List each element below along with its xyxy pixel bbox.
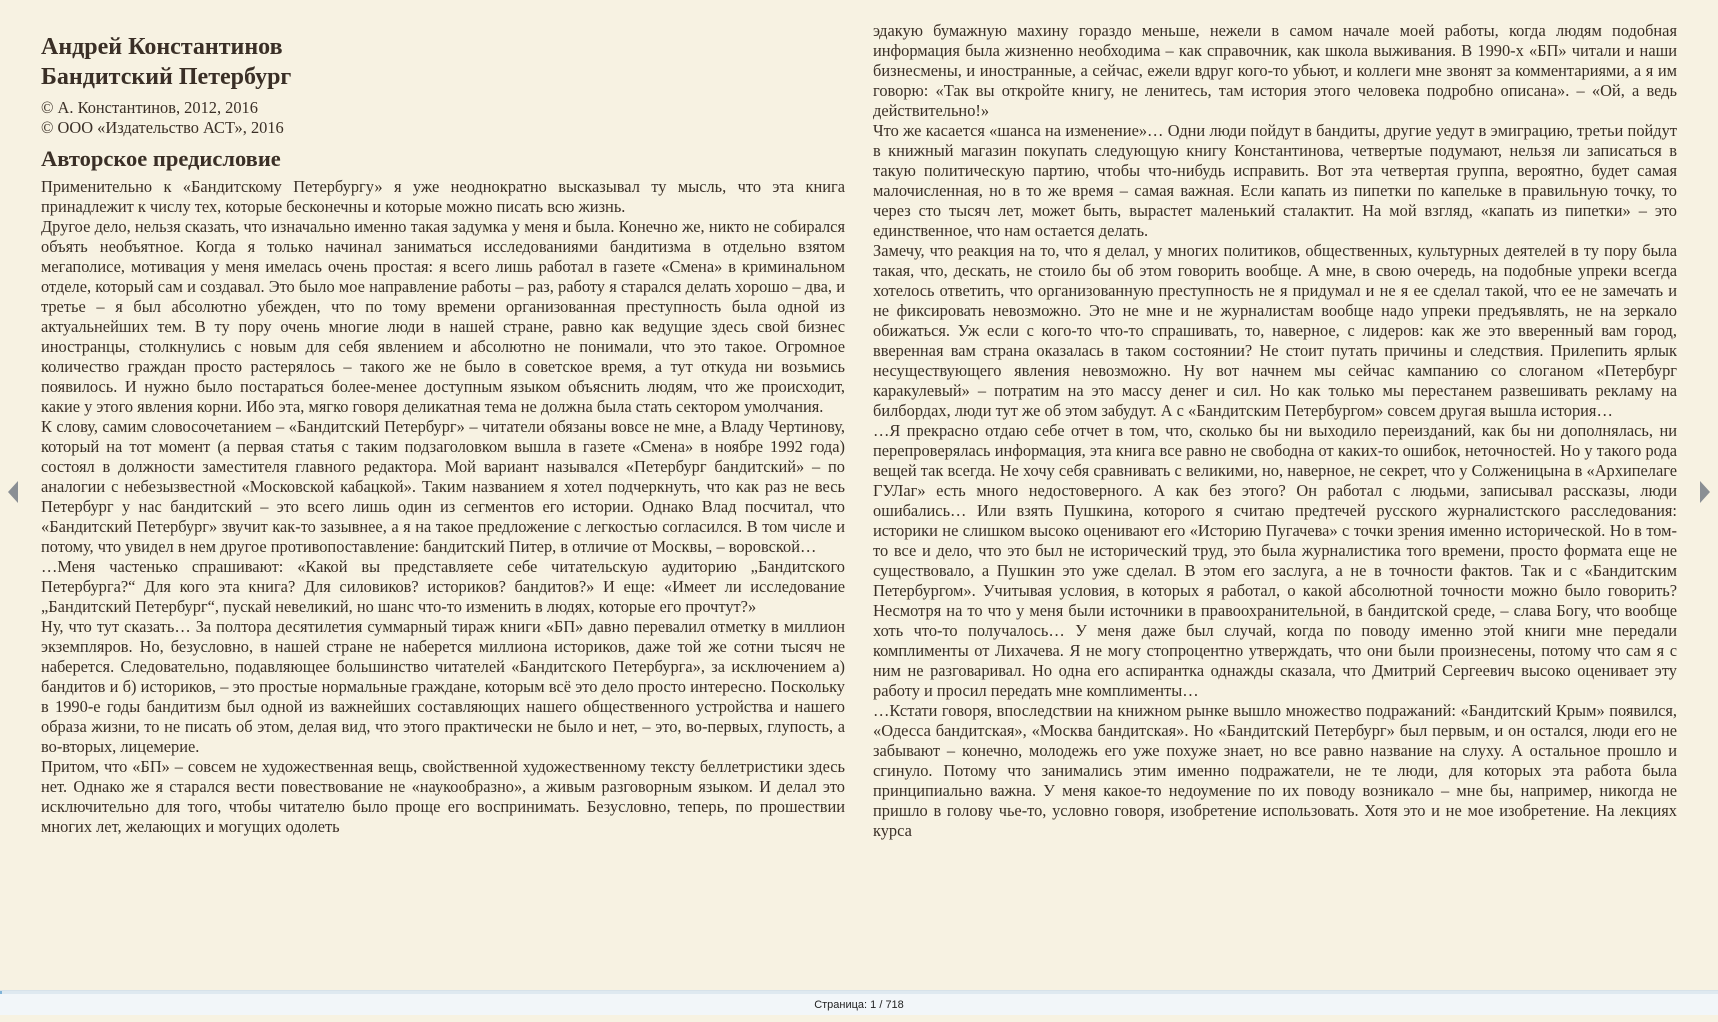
paragraph: Замечу, что реакция на то, что я делал, у многих политиков, общественных, культурных деятелей в ту пору была такая, что, дескать, не стоило бы об этом говорить вообще. А мне, в свою очередь, на подобные упреки всегда хотелось ответить, что организованную преступность не я придумал и не я ее сделал такой, что ее не замечать и не фиксировать невозможно. Это не мне и не журналистам вообще надо упреки предъявлять, не на зеркало обижаться. Уж если с кого-то что-то спрашивать, то, наверное, с лидеров: как же это вверенный вам город, вверенная вам страна оказалась в таком состоянии? Не стоит путать причины и следствия. Прилепить ярлык несуществующего явления невозможно. Ну вот начнем мы сейчас кампанию со слоганом «Петербург каракулевый» – потратим на это массу денег и сил. Но как только мы перестанем развешивать рекламу на билбордах, люди тут же об этом забудут. А с «Бандитским Петербургом» совсем другая вышла история… xyxy=(873,241,1677,420)
paragraph: Что же касается «шанса на изменение»… Одни люди пойдут в бандиты, другие уедут в эмиграцию, третьи пойдут в книжный магазин покупать следующую книгу Константинова, четвертые подумают, нельзя ли записаться в такую политическую партию, чтобы что-нибудь исправить. Вот эта четвертая группа, вероятно, будет самая малочисленная, но в то же время – самая важная. Если капать из пипетки по капельке в правильную точку, то через сто тысяч лет, может быть, вырастет маленький сталактит. На мой взгляд, «капать из пипетки» – это единственное, что нам остается делать. xyxy=(873,121,1677,240)
paragraph: Ну, что тут сказать… За полтора десятилетия суммарный тираж книги «БП» давно перевалил отметку в миллион экземпляров. Но, безусловно, в нашей стране не наберется миллиона историков, даже той же сотни тысяч не наберется. Следовательно, подавляющее большинство читателей «Бандитского Петербурга», за исключением а) бандитов и б) историков, – это простые нормальные граждане, которым всё это дело просто интересно. Поскольку в 1990-е годы бандитизм был одной из важнейших составляющих нашего общественного устройства и нашего образа жизни, то не писать об этом, делая вид, что этого практически не было и нет, – это, во-первых, глупость, а во-вторых, лицемерие. xyxy=(41,617,845,756)
paragraph: …Я прекрасно отдаю себе отчет в том, что, сколько бы ни выходило переизданий, как бы ни дополнялась, ни перепроверялась информация, эта книга все равно не свободна от каких-то ошибок, неточностей. Но у такого рода вещей так всегда. Не хочу себя сравнивать с великими, но, наверное, не секрет, что у Солженицына в «Архипелаге ГУЛаг» есть много недостоверного. А как без этого? Он работал с людьми, записывал рассказы, люди ошибались… Или взять Пушкина, которого я считаю предтечей русского журналистского расследования: историки не слишком высоко оценивают его «Историю Пугачева» с точки зрения именно исторической. Но в том-то все и дело, что это был не исторический труд, это была журналистика того времени, просто формата еще не существовало, а Пушкин это уже сделал. В этом его заслуга, а не в точности фактов. Так и с «Бандитским Петербургом». Учитывая условия, в которых я работал, о какой абсолютной точности можно было говорить? Несмотря на то что у меня были источники в правоохранительной, в бандитской среде, – слава Богу, что вообще хоть что-то получалось… У меня даже был случай, когда по поводу именно этой книги мне передали комплименты от Лихачева. Я не могу стопроцентно утверждать, что они были произнесены, потому что сам я с ним не разговаривал. Но одна его аспирантка однажды сказала, что Дмитрий Сергеевич высоко оценивает эту работу и просил передать мне комплименты… xyxy=(873,421,1677,700)
previous-page-button[interactable] xyxy=(2,472,24,512)
right-page-column xyxy=(873,21,1677,1011)
book-title: Бандитский Петербург xyxy=(41,64,292,90)
reading-progress-fill xyxy=(0,991,2,994)
book-author: Андрей Константинов xyxy=(41,34,283,60)
status-bar xyxy=(0,990,1718,1015)
reading-progress-bar[interactable] xyxy=(0,991,1718,994)
book-header xyxy=(41,32,845,92)
copyright-line: © ООО «Издательство АСТ», 2016 xyxy=(41,118,284,137)
section-heading: Авторское предисловие xyxy=(41,146,281,171)
paragraph: К слову, самим словосочетанием – «Бандитский Петербург» – читатели обязаны вовсе не мне, а Владу Чертинову, который на тот момент (а первая статья с таким подзаголовком вышла в газете «Смена» в ноябре 1992 года) состоял в должности заместителя главного редактора. Мой вариант назывался «Петербург бандитский» – по аналогии с небезызвестной «Московской кабацкой». Таким названием я хотел подчеркнуть, что как раз не весь Петербург у нас бандитский – это всего лишь один из сегментов его истории. Однако Влад посчитал, что «Бандитский Петербург» звучит как-то зазывнее, а я на такое предложение с легкостью согласился. В том числе и потому, что увидел в нем другое противопоставление: бандитский Питер, в отличие от Москвы, – воровской… xyxy=(41,417,845,556)
paragraph: эдакую бумажную махину гораздо меньше, нежели в самом начале моей работы, когда людям подобная информация была жизненно необходима – как справочник, как школа выживания. В 1990-х «БП» читали и наши бизнесмены, и иностранные, а сейчас, ежели вдруг кого-то убьют, и коллеги мне звонят за комментариями, а я им говорю: «Так вы откройте книгу, не ленитесь, там история этого человека подробно описана». – «Ой, а ведь действительно!» xyxy=(873,21,1677,120)
paragraph: Притом, что «БП» – совсем не художественная вещь, свойственной художественному тексту беллетристики здесь нет. Однако же я старался вести повествование не «наукообразно», а живым разговорным языком. И делал это исключительно для того, чтобы читателю было проще его воспринимать. Безусловно, теперь, по прошествии многих лет, желающих и могущих одолеть xyxy=(41,757,845,836)
chevron-left-icon xyxy=(6,479,20,505)
copyright-line: © А. Константинов, 2012, 2016 xyxy=(41,98,258,117)
paragraph: …Кстати говоря, впоследствии на книжном рынке вышло множество подражаний: «Бандитский Крым» появился, «Одесса бандитская», «Москва бандитская». Но «Бандитский Петербург» был первым, и он остался, люди его не забывают – конечно, молодежь его уже похуже знает, но все равно название на слуху. А остальное прошло и сгинуло. Потому что занимались этим именно подражатели, не те люди, для которых эта работа была принципиально важна. У меня какое-то недоумение по их поводу возникало – мне бы, например, никогда не пришло в голову чье-то, условно говоря, изобретение использовать. Хотя это и не мое изобретение. На лекциях курса xyxy=(873,701,1677,840)
paragraph: …Меня частенько спрашивают: «Какой вы представляете себе читательскую аудиторию „Бандитского Петербурга?“ Для кого эта книга? Для силовиков? историков? бандитов?» И еще: «Имеет ли исследование „Бандитский Петербург“, пускай невеликий, но шанс что-то изменить в людях, которые его прочтут?» xyxy=(41,557,845,616)
paragraph: Применительно к «Бандитскому Петербургу» я уже неоднократно высказывал ту мысль, что эта книга принадлежит к числу тех, которые бесконечны и которые можно писать всю жизнь. xyxy=(41,177,845,216)
page-indicator: Страница: 1 / 718 xyxy=(814,999,904,1011)
chevron-right-icon xyxy=(1698,479,1712,505)
left-page-column xyxy=(41,32,845,1022)
next-page-button[interactable] xyxy=(1694,472,1716,512)
paragraph: Другое дело, нельзя сказать, что изначально именно такая задумка у меня и была. Конечно же, никто не собирался объять необъятное. Когда я только начинал заниматься исследованиями бандитизма в отдельно взятом мегаполисе, мотивация у меня имелась очень простая: я всего лишь работал в газете «Смена» в криминальном отделе, который сам и создавал. Это было мое направление работы – раз, работу я старался делать хорошо – два, и третье – я был абсолютно убежден, что по тому времени организованная преступность была одной из актуальнейших тем. В ту пору очень многие люди в нашей стране, равно как ведущие здесь свой бизнес иностранцы, столкнулись с новым для себя явлением и абсолютно не понимали, что это такое. Огромное количество граждан просто растерялось – такого же не было в советское время, а тут откуда ни возьмись появилось. И нужно было постараться более-менее доступным языком объяснить людям, что же происходит, какие у этого явления корни. Ибо эта, мягко говоря деликатная тема не должна была стать сектором умолчания. xyxy=(41,217,845,416)
